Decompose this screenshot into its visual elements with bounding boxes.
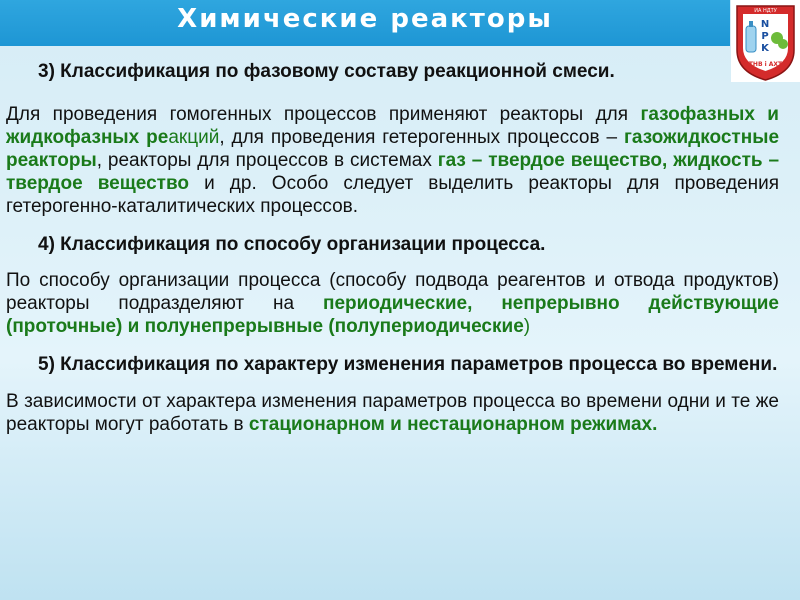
highlight-gas-liquid-reactors: газожидкостные реакторы (6, 127, 780, 171)
text-run: По способу организации процесса (способу подвода реагентов и отвода продуктов) реакторы подразделяют на (6, 270, 779, 314)
highlight-tail: ) (523, 316, 531, 337)
logo-letter-n: N (760, 19, 770, 30)
section-4-paragraph (6, 269, 779, 338)
logo-bottom-text: ТНВ і АХТ (748, 61, 783, 68)
highlight-liquid-solid: жидкость – твердое вещество (6, 150, 780, 194)
section-5-paragraph (6, 390, 779, 436)
text-run: , реакторы для процессов в системах (96, 150, 438, 171)
highlight-process-types: периодические, непрерывно действующие (проточные) и полунепрерывные (полупериодические (6, 293, 779, 337)
section-3-paragraph (6, 103, 779, 218)
highlight-modes: стационарном и нестационарном режимах. (248, 414, 658, 435)
content (6, 50, 779, 436)
text-run: и др. Особо следует выделить реакторы для проведения гетерогенно-каталитических процессов. (6, 173, 780, 217)
section-3-heading: 3) Классификация по фазовому составу реакционной смеси. (38, 61, 615, 82)
text-run: В зависимости от характера изменения параметров процесса во времени одни и те же реакторы могут работать в (6, 391, 779, 435)
section-4-heading: 4) Классификация по способу организации процесса. (38, 234, 546, 255)
logo-letter-k: K (761, 43, 769, 54)
text-run: , для проведения гетерогенных процессов – (219, 127, 624, 148)
highlight-gas-solid: газ – твердое вещество, (437, 150, 668, 171)
section-5-heading: 5) Классификация по характеру изменения параметров процесса во времени. (38, 354, 778, 375)
logo-top-text: ИА НДТУ (754, 8, 777, 14)
text-run: Для проведения гомогенных процессов применяют реакторы для (6, 104, 641, 125)
highlight-tail: акций (168, 127, 220, 148)
highlight-gas-liquid-phase: газофазных и жидкофазных ре (6, 104, 779, 148)
page-title: Химические реакторы (177, 4, 553, 34)
logo-letter-p: P (761, 31, 769, 42)
